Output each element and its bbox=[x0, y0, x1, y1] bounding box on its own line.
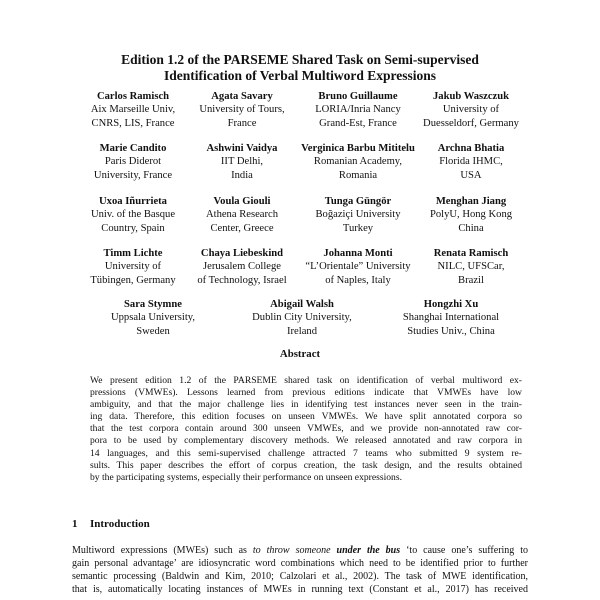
abstract-line: that the test corpora contain around 300 unseen VMWEs, and we provide non-annotated raw cor- bbox=[90, 423, 522, 435]
intro-line: semantic processing (Baldwin and Kim, 2010; Calzolari et al., 2002). The task of MWE identification, bbox=[72, 571, 528, 582]
author-name: Voula Giouli bbox=[213, 196, 271, 207]
section-number: 1 bbox=[72, 518, 78, 530]
author-affiliation: of Technology, Israel bbox=[197, 274, 287, 286]
intro-line: gain personal advantage’ are idiosyncratic word combinations which need to be identified prior to further bbox=[72, 558, 528, 569]
author-name: Uxoa Iñurrieta bbox=[99, 196, 167, 207]
author-affiliation: Univ. of the Basque bbox=[90, 209, 176, 221]
author-block bbox=[376, 298, 526, 338]
author-name: Menghan Jiang bbox=[435, 196, 507, 207]
author-name: Marie Candito bbox=[99, 143, 167, 154]
author-affiliation: Turkey bbox=[342, 222, 374, 234]
author-name: Tunga Güngör bbox=[324, 196, 392, 207]
author-name: Timm Lichte bbox=[103, 248, 163, 259]
author-affiliation: University of bbox=[442, 104, 500, 116]
abstract-line: sults. This paper describes the effort of corpus creation, the task design, and the results obtained bbox=[90, 459, 522, 471]
author-block bbox=[396, 142, 546, 182]
abstract-line: ambiguity, and that the major challenge lies in identifying test instances never seen in the train- bbox=[90, 399, 522, 411]
author-affiliation: Athena Research bbox=[205, 209, 279, 221]
author-affiliation: Paris Diderot bbox=[104, 156, 162, 168]
mwe-example-verb: to throw bbox=[252, 545, 290, 556]
author-block bbox=[396, 195, 546, 235]
author-affiliation: Center, Greece bbox=[210, 222, 274, 234]
abstract-line: ing data. Therefore, this edition focuses on unseen VMWEs. We have split annotated corpora so bbox=[90, 411, 522, 423]
author-affiliation: LORIA/Inria Nancy bbox=[315, 104, 401, 116]
author-affiliation: Sweden bbox=[136, 325, 170, 337]
author-name: Carlos Ramisch bbox=[96, 91, 170, 102]
author-affiliation: University of bbox=[104, 261, 162, 273]
author-affiliation: CNRS, LIS, France bbox=[91, 117, 175, 129]
author-affiliation: USA bbox=[460, 169, 482, 181]
author-name: Abigail Walsh bbox=[270, 299, 334, 310]
author-name: Jakub Waszczuk bbox=[432, 91, 510, 102]
author-affiliation: China bbox=[458, 222, 484, 234]
author-affiliation: Country, Spain bbox=[101, 222, 165, 234]
paper-title-line-1: Edition 1.2 of the PARSEME Shared Task on Semi-supervised bbox=[121, 52, 479, 67]
author-affiliation: “L’Orientale” University bbox=[305, 261, 411, 273]
abstract-line: We present edition 1.2 of the PARSEME shared task on identification of verbal multiword ex- bbox=[90, 375, 522, 386]
author-affiliation: Aix Marseille Univ, bbox=[90, 104, 176, 116]
author-name: Chaya Liebeskind bbox=[200, 248, 284, 259]
paper-title-line-2: Identification of Verbal Multiword Expressions bbox=[163, 68, 437, 83]
author-affiliation: Duesseldorf, Germany bbox=[423, 117, 519, 129]
author-name: Johanna Monti bbox=[323, 248, 393, 259]
author-affiliation: PolyU, Hong Kong bbox=[429, 209, 513, 221]
author-block bbox=[78, 298, 228, 338]
author-block bbox=[396, 90, 546, 130]
author-affiliation: of Naples, Italy bbox=[325, 274, 391, 286]
abstract-line: 14 languages, and this semi-supervised challenge attracted 7 teams who submitted 9 system re- bbox=[90, 447, 522, 459]
author-name: Renata Ramisch bbox=[433, 248, 509, 259]
author-affiliation: Shanghai International bbox=[402, 312, 500, 324]
intro-line bbox=[72, 544, 528, 557]
author-affiliation: Florida IHMC, bbox=[439, 156, 503, 168]
author-affiliation: Ireland bbox=[287, 325, 317, 337]
author-name: Bruno Guillaume bbox=[318, 91, 398, 102]
author-affiliation: Boğaziçi University bbox=[315, 209, 401, 221]
intro-text: Multiword expressions (MWEs) such as bbox=[72, 545, 253, 556]
abstract-line: by the participating systems, especially their performance on unseen expressions. bbox=[90, 471, 402, 483]
author-affiliation: Grand-Est, France bbox=[319, 117, 397, 129]
author-name: Agata Savary bbox=[211, 91, 273, 102]
author-name: Sara Stymne bbox=[124, 299, 182, 310]
author-affiliation: France bbox=[227, 117, 257, 129]
mwe-example-argument: someone bbox=[295, 545, 331, 556]
author-affiliation: Dublin City University, bbox=[252, 312, 352, 324]
author-block bbox=[227, 298, 377, 338]
author-affiliation: Studies Univ., China bbox=[407, 325, 495, 337]
author-name: Ashwini Vaidya bbox=[206, 143, 278, 154]
author-name: Hongzhi Xu bbox=[423, 299, 479, 310]
author-block bbox=[396, 247, 546, 287]
author-affiliation: University, France bbox=[93, 169, 173, 181]
author-affiliation: Uppsala University, bbox=[110, 312, 196, 324]
author-affiliation: Tübingen, Germany bbox=[90, 274, 176, 286]
author-affiliation: NILC, UFSCar, bbox=[437, 261, 505, 273]
intro-line: that is, automatically locating instances of MWEs in running text (Constant et al., 2017) has received bbox=[72, 584, 528, 595]
intro-text: ‘to cause one’s suffering to bbox=[400, 545, 529, 556]
author-affiliation: University of Tours, bbox=[199, 104, 285, 116]
abstract-line: pressions (VMWEs). Lessons learned from previous editions indicate that VMWEs have low bbox=[90, 387, 522, 399]
abstract-body bbox=[90, 375, 522, 484]
section-heading bbox=[72, 518, 150, 530]
author-affiliation: Brazil bbox=[458, 274, 484, 286]
author-affiliation: Jerusalem College bbox=[203, 261, 281, 273]
author-name: Archna Bhatia bbox=[437, 143, 505, 154]
mwe-example-lexicalized: under the bus bbox=[336, 545, 401, 556]
abstract-heading: Abstract bbox=[279, 348, 321, 360]
author-name: Verginica Barbu Mititelu bbox=[301, 143, 415, 154]
author-affiliation: Romanian Academy, bbox=[313, 156, 403, 168]
section-title: Introduction bbox=[90, 518, 150, 530]
author-affiliation: India bbox=[231, 169, 253, 181]
intro-body bbox=[72, 544, 528, 596]
author-affiliation: Romania bbox=[338, 169, 378, 181]
abstract-line: pora to be used by complementary discovery methods. We released annotated and raw corpora in bbox=[90, 435, 522, 447]
author-affiliation: IIT Delhi, bbox=[220, 156, 264, 168]
